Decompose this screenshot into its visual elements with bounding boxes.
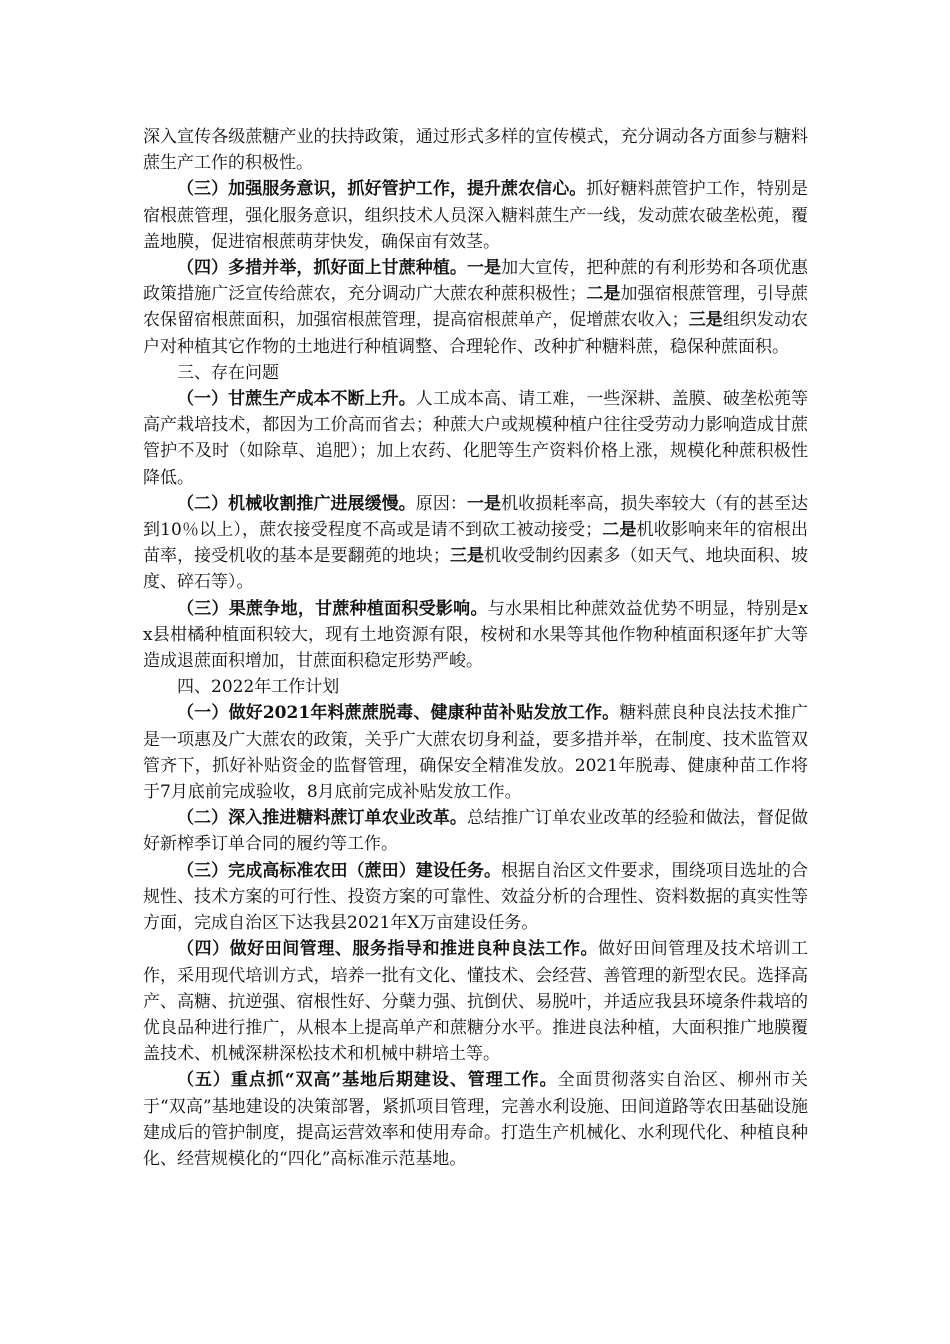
paragraph-text: 加大宣传，把种蔗的有利形势和各项优惠政策措施广泛宣传给蔗农，充分调动广大蔗农种蔗积极性；: [143, 258, 809, 305]
emphasis-second: 二是: [586, 284, 621, 305]
paragraph-4: [143, 386, 808, 491]
paragraph-0: [143, 124, 808, 176]
subheading-mechanical-harvest: （二）机械收割推广进展缓慢。: [177, 493, 416, 514]
paragraph-text: 机收受制约因素多（如天气、地块面积、坡度、碎石等）。: [143, 546, 809, 593]
paragraph-10: [143, 858, 808, 937]
document-body: [143, 124, 808, 1172]
paragraph-text: 人工成本高、请工难，一些深耕、盖膜、破垄松蔸等高产栽培技术，都因为工价高而省去；种蔗大户或规模种植户往往受劳动力影响造成甘蔗管护不及时（如除草、追肥）；加上农药、化肥等生产资料价格上涨，规模化种蔗积极性降低。: [143, 389, 809, 488]
paragraph-text: 总结推广订单农业改革的经验和做法，督促做好新榨季订单合同的履约等工作。: [143, 808, 809, 855]
subheading-double-high-base: （五）重点抓“双高”基地后期建设、管理工作。: [177, 1070, 558, 1091]
paragraph-text: 根据自治区文件要求，围绕项目选址的合规性、技术方案的可行性、投资方案的可靠性、效益分析的合理性、资料数据的真实性等方面，完成自治区下达我县2021年X万亩建设任务。: [143, 860, 809, 934]
subheading-rising-cost: （一）甘蔗生产成本不断上升。: [177, 389, 416, 410]
paragraph-12: [143, 1067, 808, 1172]
subheading-field-management: （四）做好田间管理、服务指导和推进良种良法工作。: [177, 939, 599, 960]
paragraph-text: 深入宣传各级蔗糖产业的扶持政策，通过形式多样的宣传模式，充分调动各方面参与糖料蔗生产工作的积极性。: [143, 127, 808, 174]
paragraph-9: [143, 805, 808, 857]
paragraph-11: [143, 936, 808, 1067]
paragraph-2: [143, 255, 808, 360]
subheading-multiple-measures: （四）多措并举，抓好面上甘蔗种植。: [177, 258, 467, 279]
section-heading-text: 四、2022年工作计划: [177, 677, 340, 698]
paragraph-8: [143, 700, 808, 805]
paragraph-text: 机收损耗率高，损失率较大（有的甚至达到10％以上），蔗农接受程度不高或是请不到砍工被动接受；: [143, 493, 809, 541]
subheading-subsidy: （一）做好2021年料蔗蔗脱毒、健康种苗补贴发放工作。: [177, 703, 620, 724]
emphasis-third: 三是: [688, 310, 723, 331]
subheading-fruit-competition: （三）果蔗争地，甘蔗种植面积受影响。: [177, 598, 488, 619]
subheading-farmland-construction: （三）完成高标准农田（蔗田）建设任务。: [177, 860, 502, 881]
paragraph-text: 组织发动农户对种植其它作物的土地进行种植调整、合理轮作、改种扩种糖料蔗，稳保种蔗面积。: [143, 310, 809, 357]
subheading-strengthen-service: （三）加强服务意识，抓好管护工作，提升蔗农信心。: [177, 179, 587, 200]
paragraph-text: 原因：: [415, 493, 467, 514]
section-heading-work-plan: [143, 674, 808, 700]
paragraph-5: [143, 491, 808, 596]
emphasis-third: 三是: [449, 546, 485, 567]
paragraph-1: [143, 176, 808, 255]
paragraph-text: 机收影响来年的宿根出苗率，接受机收的基本是要翻蔸的地块；: [143, 520, 808, 567]
paragraph-text: 加强宿根蔗管理，引导蔗农保留宿根蔗面积，加强宿根蔗管理，提高宿根蔗单产，促增蔗农收入；: [143, 284, 809, 331]
section-heading-text: 三、存在问题: [177, 362, 279, 383]
subheading-order-agriculture: （二）深入推进糖料蔗订单农业改革。: [177, 808, 467, 829]
section-heading-problems: [143, 360, 808, 386]
paragraph-text: 做好田间管理及技术培训工作，采用现代培训方式，培养一批有文化、懂技术、会经营、善管理的新型农民。选择高产、高糖、抗逆强、宿根性好、分蘖力强、抗倒伏、易脱叶，并适应我县环境条件栽培的优良品种进行推广，从根本上提高单产和蔗糖分水平。推进良法种植，大面积推广地膜覆盖技术、机械深耕深松技术和机械中耕培土等。: [143, 939, 809, 1065]
paragraph-text: 全面贯彻落实自治区、柳州市关于“双高”基地建设的决策部署，紧抓项目管理，完善水利设施、田间道路等农田基础设施建成后的管护制度，提高运营效率和使用寿命。打造生产机械化、水利现代化、种植良种化、经营规模化的“四化”高标准示范基地。: [143, 1070, 808, 1169]
emphasis-first: 一是: [466, 493, 502, 514]
paragraph-6: [143, 596, 808, 675]
emphasis-second: 二是: [602, 520, 637, 541]
emphasis-first: 一是: [466, 258, 502, 279]
paragraph-text: 与水果相比种蔗效益优势不明显，特别是xx县柑橘种植面积较大，现有土地资源有限，桉树和水果等其他作物种植面积逐年扩大等造成退蔗面积增加，甘蔗面积稳定形势严峻。: [143, 598, 808, 672]
paragraph-text: 糖料蔗良种良法技术推广是一项惠及广大蔗农的政策，关乎广大蔗农切身利益，要多措并举，在制度、技术监管双管齐下，抓好补贴资金的监督管理，确保安全精准发放。2021年脱毒、健康种苗工作将于7月底前完成验收，8月底前完成补贴发放工作。: [143, 703, 808, 803]
paragraph-text: 抓好糖料蔗管护工作，特别是宿根蔗管理，强化服务意识，组织技术人员深入糖料蔗生产一线，发动蔗农破垄松蔸，覆盖地膜，促进宿根蔗萌芽快发，确保亩有效茎。: [143, 179, 809, 252]
